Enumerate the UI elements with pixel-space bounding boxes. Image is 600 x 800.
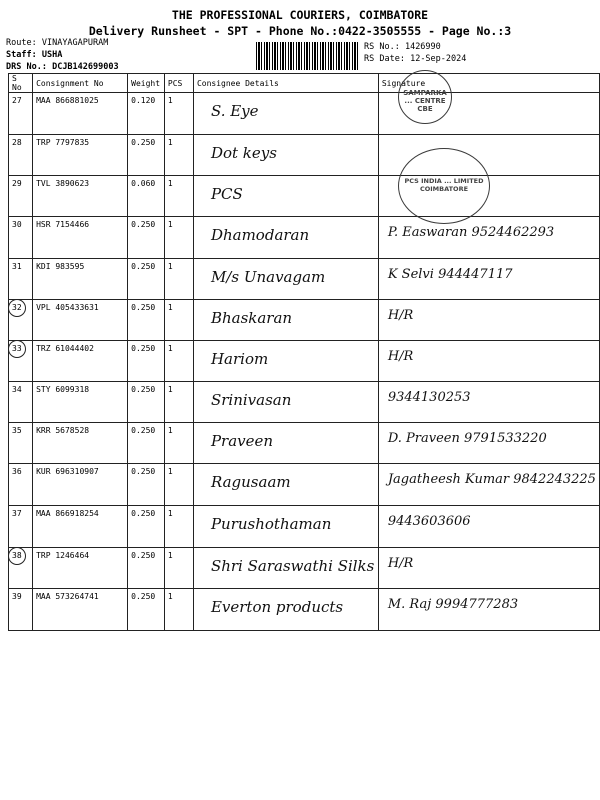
cell-pcs: 1 [164, 382, 193, 423]
cell-weight: 0.250 [128, 464, 165, 506]
table-row [9, 93, 600, 135]
cell-consignee [193, 423, 378, 464]
cell-consignment: TVL 3890623 [33, 176, 128, 217]
table-header-row [9, 74, 600, 93]
cell-weight: 0.250 [128, 259, 165, 300]
cell-sno [9, 589, 33, 631]
cell-consignment: KUR 696310907 [33, 464, 128, 506]
cell-consignee [193, 300, 378, 341]
cell-pcs: 1 [164, 548, 193, 589]
cell-weight: 0.250 [128, 135, 165, 176]
serial-number: 31 [12, 262, 22, 271]
cell-sno [9, 464, 33, 506]
cell-consignee [193, 464, 378, 506]
cell-consignee [193, 259, 378, 300]
rs-no-line [364, 42, 441, 52]
table-row [9, 464, 600, 506]
barcode [256, 42, 360, 70]
handwritten-signature: K Selvi 944447117 [387, 267, 513, 282]
route-value: VINAYAGAPURAM [41, 38, 109, 48]
col-pcs: PCS [164, 74, 193, 93]
col-sno: S No [9, 74, 33, 93]
handwritten-signature: M. Raj 9994777283 [387, 597, 519, 612]
cell-signature [378, 423, 599, 464]
handwritten-consignee: Praveen [210, 432, 274, 450]
serial-number: 29 [12, 179, 22, 188]
cell-pcs: 1 [164, 506, 193, 548]
handwritten-signature: H/R [387, 349, 414, 364]
cell-consignee [193, 382, 378, 423]
table-row [9, 423, 600, 464]
col-signature: Signature [378, 74, 599, 93]
cell-pcs: 1 [164, 300, 193, 341]
handwritten-consignee: M/s Unavagam [210, 268, 326, 286]
drs-label: DRS No.: [6, 62, 47, 72]
serial-number: 33 [12, 344, 22, 353]
cell-sno [9, 382, 33, 423]
cell-pcs: 1 [164, 176, 193, 217]
serial-number: 35 [12, 426, 22, 435]
cell-weight: 0.250 [128, 423, 165, 464]
cell-sno [9, 93, 33, 135]
handwritten-circle-mark [8, 299, 26, 317]
cell-consignment: TRP 1246464 [33, 548, 128, 589]
handwritten-consignee: Srinivasan [210, 391, 292, 409]
cell-sno [9, 300, 33, 341]
serial-number: 39 [12, 592, 22, 601]
col-weight: Weight [128, 74, 165, 93]
cell-pcs: 1 [164, 259, 193, 300]
cell-consignment: STY 6099318 [33, 382, 128, 423]
col-consignee: Consignee Details [193, 74, 378, 93]
cell-signature [378, 548, 599, 589]
cell-weight: 0.250 [128, 341, 165, 382]
cell-signature [378, 341, 599, 382]
cell-consignee [193, 589, 378, 631]
handwritten-consignee: Ragusaam [210, 473, 291, 491]
table-row [9, 176, 600, 217]
handwritten-signature: P. Easwaran 9524462293 [387, 225, 555, 240]
cell-consignee [193, 548, 378, 589]
cell-sno [9, 217, 33, 259]
cell-consignee [193, 341, 378, 382]
table-row [9, 300, 600, 341]
table-row [9, 589, 600, 631]
runsheet-table [8, 73, 600, 631]
handwritten-consignee: Hariom [210, 350, 269, 368]
cell-sno [9, 259, 33, 300]
handwritten-circle-mark [8, 340, 26, 358]
table-row [9, 217, 600, 259]
serial-number: 32 [12, 303, 22, 312]
handwritten-consignee: Dot keys [210, 144, 277, 162]
rs-no-label: RS No.: [364, 42, 400, 52]
staff-line [6, 50, 62, 60]
cell-signature [378, 464, 599, 506]
cell-consignment: TRP 7797835 [33, 135, 128, 176]
serial-number: 36 [12, 467, 22, 476]
cell-consignment: KDI 983595 [33, 259, 128, 300]
route-label: Route: [6, 38, 37, 48]
cell-weight: 0.250 [128, 382, 165, 423]
cell-sno [9, 506, 33, 548]
cell-weight: 0.250 [128, 300, 165, 341]
table-row [9, 548, 600, 589]
company-stamp-2 [398, 148, 490, 224]
handwritten-signature: 9344130253 [387, 390, 471, 405]
serial-number: 28 [12, 138, 22, 147]
cell-sno [9, 135, 33, 176]
rs-date-value: 12-Sep-2024 [410, 54, 467, 64]
handwritten-signature: Jagatheesh Kumar 9842243225 [387, 472, 596, 487]
cell-consignment: MAA 866881025 [33, 93, 128, 135]
cell-weight: 0.120 [128, 93, 165, 135]
staff-value: USHA [41, 50, 63, 60]
route-line [6, 38, 108, 48]
serial-number: 27 [12, 96, 22, 105]
handwritten-circle-mark [8, 547, 26, 565]
handwritten-signature: H/R [387, 556, 414, 571]
cell-pcs: 1 [164, 93, 193, 135]
rs-no-value: 1426990 [404, 42, 441, 52]
handwritten-consignee: Shri Saraswathi Silks [210, 557, 375, 575]
drs-value: DCJB142699003 [52, 62, 119, 72]
col-consignment: Consignment No [33, 74, 128, 93]
handwritten-consignee: Purushothaman [210, 515, 332, 533]
cell-weight: 0.250 [128, 548, 165, 589]
company-stamp-1 [398, 70, 452, 124]
handwritten-consignee: Bhaskaran [210, 309, 293, 327]
serial-number: 37 [12, 509, 22, 518]
cell-signature [378, 300, 599, 341]
company-title: THE PROFESSIONAL COURIERS, COIMBATORE [171, 8, 429, 22]
cell-consignment: HSR 7154466 [33, 217, 128, 259]
cell-signature [378, 259, 599, 300]
cell-consignment: KRR 5678528 [33, 423, 128, 464]
handwritten-consignee: PCS [210, 185, 243, 203]
cell-signature [378, 589, 599, 631]
handwritten-consignee: S. Eye [210, 102, 259, 120]
staff-label: Staff: [6, 50, 37, 60]
handwritten-signature: D. Praveen 9791533220 [387, 431, 547, 446]
handwritten-signature: H/R [387, 308, 414, 323]
cell-consignment: VPL 405433631 [33, 300, 128, 341]
cell-signature [378, 382, 599, 423]
rs-date-line [364, 54, 466, 64]
cell-weight: 0.250 [128, 506, 165, 548]
cell-pcs: 1 [164, 341, 193, 382]
handwritten-signature [382, 138, 596, 143]
handwritten-consignee: Everton products [210, 598, 344, 616]
runsheet-subtitle: Delivery Runsheet - SPT - Phone No.:0422-3505555 - Page No.:3 [88, 24, 512, 38]
serial-number: 34 [12, 385, 22, 394]
cell-pcs: 1 [164, 589, 193, 631]
stamp-2-text: PCS INDIA ... LIMITED COIMBATORE [404, 177, 484, 193]
cell-consignment: MAA 573264741 [33, 589, 128, 631]
rs-date-label: RS Date: [364, 54, 405, 64]
handwritten-signature: 9443603606 [387, 514, 471, 529]
cell-signature [378, 506, 599, 548]
cell-weight: 0.250 [128, 589, 165, 631]
stamp-1-text: SAMPARKA ... CENTRE CBE [403, 89, 447, 113]
cell-consignee [193, 176, 378, 217]
cell-consignment: MAA 866918254 [33, 506, 128, 548]
handwritten-consignee: Dhamodaran [210, 226, 310, 244]
cell-consignee [193, 93, 378, 135]
cell-sno [9, 176, 33, 217]
cell-weight: 0.060 [128, 176, 165, 217]
table-row [9, 341, 600, 382]
cell-sno [9, 341, 33, 382]
table-row [9, 259, 600, 300]
cell-consignee [193, 506, 378, 548]
cell-pcs: 1 [164, 464, 193, 506]
cell-weight: 0.250 [128, 217, 165, 259]
cell-consignment: TRZ 61044402 [33, 341, 128, 382]
table-row [9, 506, 600, 548]
drs-line [6, 62, 119, 72]
cell-signature [378, 217, 599, 259]
cell-consignee [193, 217, 378, 259]
cell-pcs: 1 [164, 217, 193, 259]
cell-consignee [193, 135, 378, 176]
cell-sno [9, 548, 33, 589]
cell-pcs: 1 [164, 423, 193, 464]
cell-pcs: 1 [164, 135, 193, 176]
cell-sno [9, 423, 33, 464]
table-row [9, 382, 600, 423]
serial-number: 30 [12, 220, 22, 229]
serial-number: 38 [12, 551, 22, 560]
table-row [9, 135, 600, 176]
